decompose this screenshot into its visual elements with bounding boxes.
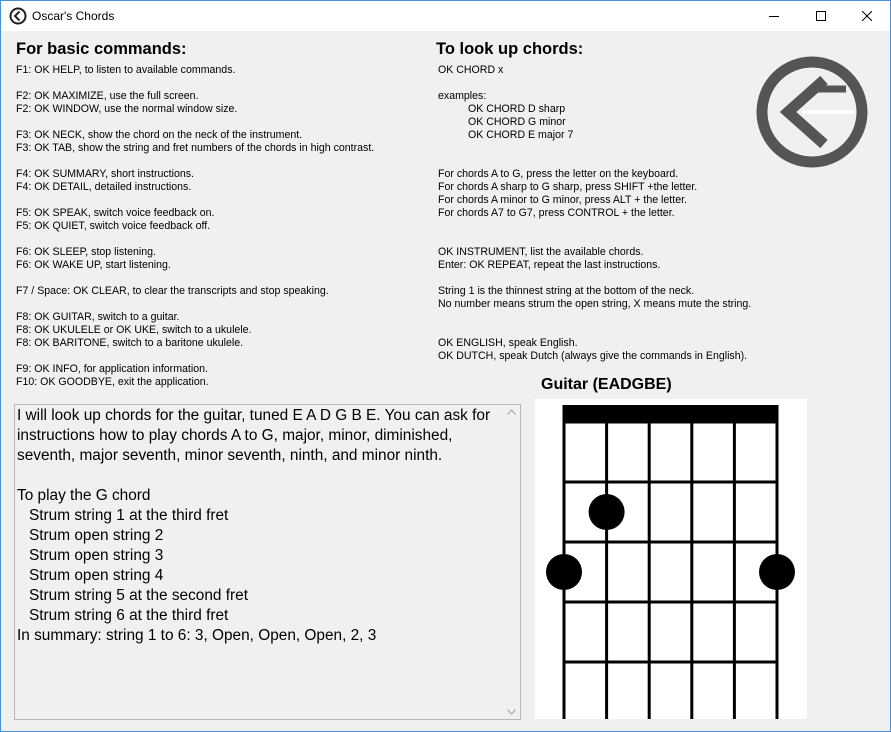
command-line: OK CHORD D sharp	[468, 103, 566, 115]
spacer	[16, 233, 374, 246]
command-line: F3: OK NECK, show the chord on the neck of the instrument.	[16, 129, 303, 141]
command-line: OK CHORD G minor	[468, 116, 566, 128]
command-line: F5: OK SPEAK, switch voice feedback on.	[16, 207, 215, 219]
transcript-step: Strum open string 4	[29, 567, 164, 584]
finger-dot	[759, 554, 795, 590]
command-line: OK DUTCH, speak Dutch (always give the commands in English).	[438, 350, 748, 362]
scroll-down-icon[interactable]	[507, 709, 516, 715]
spacer	[16, 116, 374, 129]
finger-dot	[546, 554, 582, 590]
command-line: String 1 is the thinnest string at the bottom of the neck.	[438, 285, 695, 297]
command-line: F3: OK TAB, show the string and fret numbers of the chords in high contrast.	[16, 142, 375, 154]
command-line: OK ENGLISH, speak English.	[438, 337, 578, 349]
spacer	[438, 233, 751, 246]
spacer	[16, 350, 374, 363]
close-button[interactable]	[844, 1, 890, 31]
command-line: F4: OK DETAIL, detailed instructions.	[16, 181, 192, 193]
command-line: F10: OK GOODBYE, exit the application.	[16, 376, 209, 388]
command-line: For chords A to G, press the letter on the keyboard.	[438, 168, 679, 180]
transcript-step: Strum open string 3	[29, 547, 164, 564]
spacer	[438, 272, 751, 285]
app-logo-icon	[9, 7, 27, 25]
maximize-icon	[816, 11, 826, 21]
command-line: Enter: OK REPEAT, repeat the last instructions.	[438, 259, 661, 271]
transcript-step: Strum string 6 at the third fret	[29, 607, 229, 624]
minimize-icon	[769, 11, 779, 21]
minimize-button[interactable]	[751, 1, 797, 31]
chord-diagram	[535, 399, 807, 719]
transcript-step: Strum open string 2	[29, 527, 164, 544]
spacer	[438, 311, 751, 324]
spacer	[16, 298, 374, 311]
command-line: OK CHORD E major 7	[468, 129, 574, 141]
command-line: F8: OK BARITONE, switch to a baritone ukulele.	[16, 337, 244, 349]
main-content	[1, 31, 890, 731]
spacer	[438, 155, 751, 168]
command-line: F8: OK UKULELE or OK UKE, switch to a ukulele.	[16, 324, 252, 336]
transcript-scrollbar[interactable]	[503, 405, 520, 719]
transcript-step: Strum string 5 at the second fret	[29, 587, 248, 604]
command-line: F2: OK MAXIMIZE, use the full screen.	[16, 90, 199, 102]
transcript-summary: In summary: string 1 to 6: 3, Open, Open, Open, 2, 3	[17, 627, 377, 644]
chord-diagram-title: Guitar (EADGBE)	[541, 376, 672, 393]
command-line: F6: OK SLEEP, stop listening.	[16, 246, 156, 258]
basic-commands-heading: For basic commands:	[16, 40, 187, 58]
command-line: F5: OK QUIET, switch voice feedback off.	[16, 220, 211, 232]
command-line: No number means strum the open string, X means mute the string.	[438, 298, 752, 310]
command-line: F8: OK GUITAR, switch to a guitar.	[16, 311, 180, 323]
maximize-button[interactable]	[798, 1, 844, 31]
transcript-play-line: To play the G chord	[17, 487, 151, 504]
transcript-text	[17, 406, 502, 646]
spacer	[438, 77, 751, 90]
finger-dot	[589, 494, 625, 530]
lookup-heading: To look up chords:	[436, 40, 584, 58]
command-line: examples:	[438, 90, 487, 102]
command-line: For chords A minor to G minor, press ALT + the letter.	[438, 194, 687, 206]
spacer	[438, 142, 751, 155]
command-line: F7 / Space: OK CLEAR, to clear the transcripts and stop speaking.	[16, 285, 329, 297]
transcript-step: Strum string 1 at the third fret	[29, 507, 229, 524]
lookup-list	[438, 64, 751, 363]
spacer	[16, 155, 374, 168]
command-line: F4: OK SUMMARY, short instructions.	[16, 168, 194, 180]
scroll-up-icon[interactable]	[507, 409, 516, 415]
spacer	[438, 324, 751, 337]
command-line: For chords A7 to G7, press CONTROL + the letter.	[438, 207, 675, 219]
basic-commands-list	[16, 64, 374, 389]
command-line: F9: OK INFO, for application information.	[16, 363, 208, 375]
app-logo-icon	[754, 54, 870, 170]
spacer	[16, 77, 374, 90]
transcript-intro: I will look up chords for the guitar, tuned E A D G B E. You can ask for instructions how to play chords A to G, major, minor, diminished, seventh, major seventh, minor seventh, ninth, and minor ninth.	[17, 407, 491, 464]
spacer	[438, 220, 751, 233]
nut	[564, 405, 777, 422]
title-bar[interactable]	[1, 1, 890, 31]
command-line: For chords A sharp to G sharp, press SHIFT +the letter.	[438, 181, 698, 193]
command-line: F1: OK HELP, to listen to available commands.	[16, 64, 236, 76]
transcript-box[interactable]	[14, 404, 521, 720]
command-line: F6: OK WAKE UP, start listening.	[16, 259, 171, 271]
window-title: Oscar's Chords	[32, 9, 115, 23]
spacer	[16, 194, 374, 207]
command-line: OK CHORD x	[438, 64, 504, 76]
command-line: OK INSTRUMENT, list the available chords.	[438, 246, 644, 258]
command-line: F2: OK WINDOW, use the normal window size.	[16, 103, 238, 115]
close-icon	[862, 11, 872, 21]
guitar-neck	[535, 399, 807, 719]
spacer	[16, 272, 374, 285]
